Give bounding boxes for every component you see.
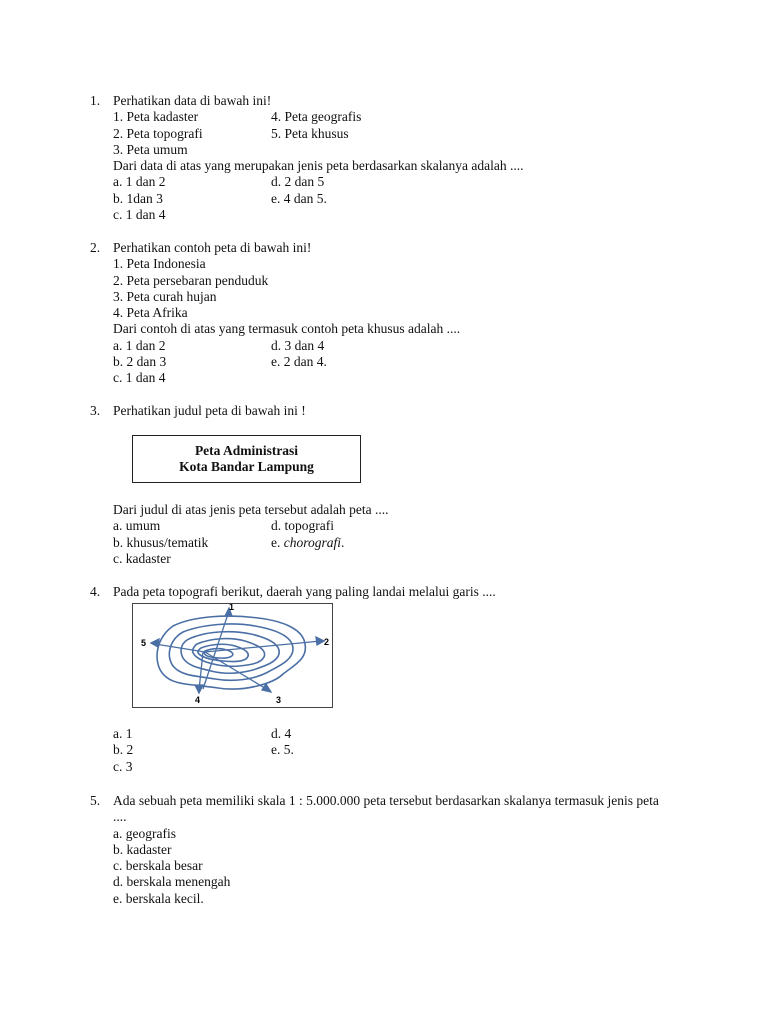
- question-prompt: Pada peta topografi berikut, daerah yang paling landai melalui garis ....: [113, 584, 496, 599]
- arrowhead-3: [262, 684, 271, 692]
- option-e[interactable]: e. 5.: [271, 742, 294, 758]
- option-e[interactable]: e. berskala kecil.: [113, 890, 204, 906]
- option-e-prefix: e.: [271, 534, 284, 550]
- option-d[interactable]: d. 3 dan 4: [271, 337, 325, 353]
- option-d[interactable]: d. topografi: [271, 518, 334, 534]
- question-text: Dari judul di atas jenis peta tersebut adalah peta ....: [113, 502, 389, 517]
- map-title-box: [132, 435, 361, 483]
- figure-label-4: 4: [195, 695, 201, 705]
- item: 1. Peta kadaster: [113, 109, 199, 125]
- option-row: [113, 535, 389, 551]
- option-b[interactable]: b. khusus/tematik: [113, 534, 209, 550]
- question-prompt: Ada sebuah peta memiliki skala 1 : 5.000.000 peta tersebut berdasarkan skalanya termasuk jenis peta: [113, 793, 659, 808]
- figure-label-2: 2: [324, 637, 330, 647]
- question-text: Dari contoh di atas yang termasuk contoh peta khusus adalah ....: [113, 321, 461, 337]
- option-b[interactable]: b. 2: [113, 742, 134, 758]
- item: 2. Peta persebaran penduduk: [113, 272, 269, 288]
- item: 2. Peta topografi: [113, 125, 203, 141]
- option-b[interactable]: b. 2 dan 3: [113, 354, 167, 370]
- item-row: [113, 109, 523, 125]
- option-a[interactable]: a. 1: [113, 726, 133, 741]
- option-e-italic: chorografi: [283, 534, 341, 550]
- item: 5. Peta khusus: [271, 125, 349, 141]
- option-b[interactable]: b. 1dan 3: [113, 190, 163, 206]
- map-title-line-2: Kota Bandar Lampung: [179, 459, 314, 474]
- option-e[interactable]: e. 2 dan 4.: [271, 354, 327, 370]
- option-e-suffix: .: [341, 534, 345, 550]
- figure-label-1: 1: [229, 604, 235, 612]
- question-number: 5.: [90, 793, 101, 808]
- option-d[interactable]: d. 4: [271, 726, 292, 741]
- item: 1. Peta Indonesia: [113, 256, 206, 272]
- option-row: [113, 518, 389, 534]
- option-c[interactable]: c. berskala besar: [113, 858, 203, 874]
- option-row: [113, 354, 460, 370]
- option-row: [113, 338, 460, 354]
- item: 4. Peta geografis: [271, 109, 362, 125]
- option-e[interactable]: [271, 535, 344, 551]
- question-number: 4.: [90, 584, 101, 599]
- option-c[interactable]: c. kadaster: [113, 550, 171, 566]
- question-number: 2.: [90, 240, 101, 255]
- item: 3. Peta umum: [113, 141, 188, 157]
- option-c[interactable]: c. 1 dan 4: [113, 207, 166, 223]
- option-c[interactable]: c. 1 dan 4: [113, 370, 166, 386]
- question-number: 1.: [90, 93, 101, 108]
- question-prompt: Perhatikan data di bawah ini!: [113, 93, 272, 108]
- option-row: [113, 191, 523, 207]
- option-a[interactable]: a. 1 dan 2: [113, 174, 166, 190]
- item: 3. Peta curah hujan: [113, 288, 217, 304]
- figure-label-5: 5: [141, 638, 147, 648]
- option-d[interactable]: d. 2 dan 5: [271, 174, 325, 190]
- option-a[interactable]: a. umum: [113, 518, 161, 534]
- map-title-line-1: Peta Administrasi: [194, 443, 299, 458]
- contour-map: [133, 604, 334, 709]
- option-row: [113, 726, 292, 742]
- arrowhead-4: [195, 685, 203, 693]
- option-c[interactable]: c. 3: [113, 758, 133, 774]
- option-d[interactable]: d. berskala menengah: [113, 874, 231, 890]
- question-prompt: Perhatikan judul peta di bawah ini !: [113, 403, 306, 418]
- option-a[interactable]: a. geografis: [113, 825, 176, 841]
- question-prompt-cont: ....: [113, 809, 127, 825]
- topographic-map-figure: [132, 603, 333, 708]
- item-row: [113, 126, 523, 142]
- figure-label-3: 3: [276, 695, 282, 705]
- question-prompt: Perhatikan contoh peta di bawah ini!: [113, 240, 312, 255]
- arrowhead-5: [151, 639, 159, 647]
- item: 4. Peta Afrika: [113, 305, 188, 321]
- option-a[interactable]: a. 1 dan 2: [113, 337, 166, 353]
- line-4: [199, 652, 203, 690]
- option-b[interactable]: b. kadaster: [113, 841, 172, 857]
- question-number: 3.: [90, 403, 101, 418]
- line-5: [155, 644, 205, 652]
- question-text: Dari data di atas yang merupakan jenis peta berdasarkan skalanya adalah ....: [113, 158, 524, 174]
- arrowhead-2: [316, 637, 324, 645]
- option-row: [113, 742, 294, 758]
- option-row: [113, 174, 523, 190]
- option-e[interactable]: e. 4 dan 5.: [271, 190, 327, 206]
